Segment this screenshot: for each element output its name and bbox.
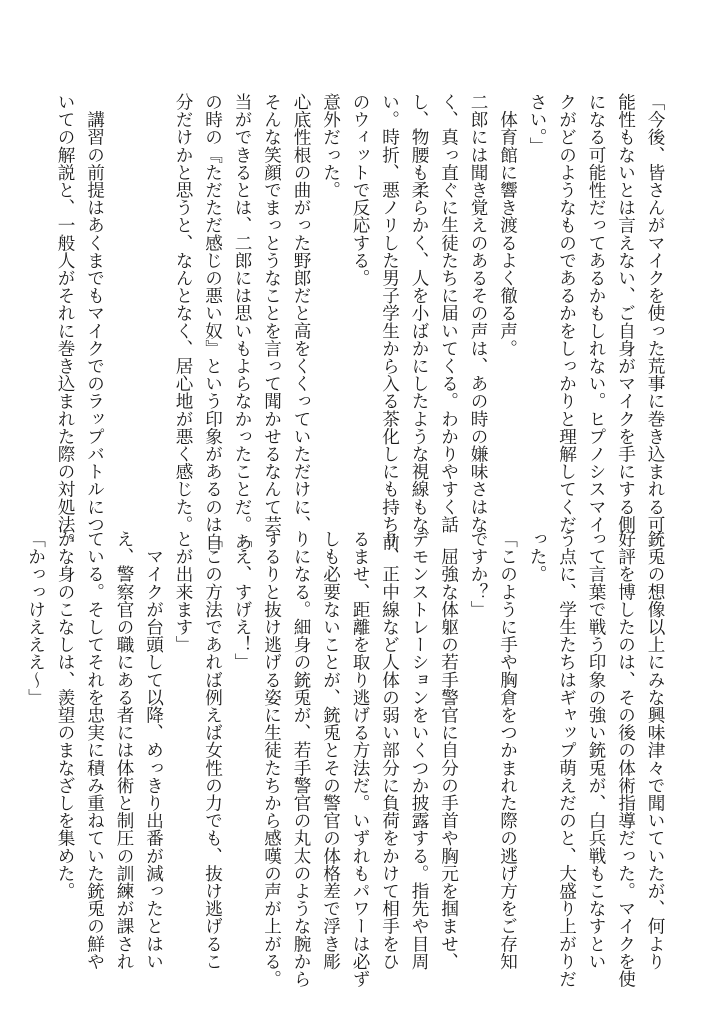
text-line: マイクが台頭して以降、めっきり出番が減ったとはい xyxy=(143,530,164,970)
text-line: 「え、すげえ！」 xyxy=(232,530,252,671)
text-line: く、真っ直ぐに生徒たちに届いてくる。わかりやすく話 xyxy=(438,93,459,533)
text-line: 講習の前提はあくまでもマイクでのラップバトルにつ xyxy=(84,93,105,533)
text-line: 二郎には聞き覚えのあるその声は、あの時の嫌味さはな xyxy=(468,93,488,533)
text-line: 「このように手や胸倉をつかまれた際の逃げ方をご存知 xyxy=(497,530,518,970)
text-line: 分だけかと思うと、なんとなく、居心地が悪く感じた。 xyxy=(173,93,193,533)
text-line: しも必要ないことが、銃兎とその警官の体格差で浮き彫 xyxy=(320,530,341,970)
blank-line xyxy=(138,93,168,513)
text-line: かな身のこなしは、羨望のまなざしを集めた。 xyxy=(55,530,75,900)
text-line: 「かっっけえええ～」 xyxy=(25,530,46,706)
text-line: デモンストレーションをいくつか披露する。指先や目周 xyxy=(409,530,429,970)
text-line: 能性もないとは言えない、ご自身がマイクを手にする側 xyxy=(615,93,636,533)
text-line: するりと抜け逃げる姿に生徒たちから感嘆の声が上がる。 xyxy=(261,530,282,988)
text-line: り、正中線など人体の弱い部分に負荷をかけて相手をひ xyxy=(379,530,400,970)
text-line: さい。」 xyxy=(527,93,547,155)
text-line: るませ、距離を取り逃げる方法だ。いずれもパワーは必ず xyxy=(350,530,370,988)
text-line: そんな笑顔でまっとうなことを言って聞かせるなんて芸 xyxy=(261,93,282,533)
text-line: った。 xyxy=(527,530,547,583)
text-line: 心底性根の曲がった野郎だと高をくくっていただけに、 xyxy=(291,93,311,533)
text-line: い。時折、悪ノリした男子学生から入る茶化しにも持ち前 xyxy=(379,93,400,551)
text-line: う点に、学生たちはギャップ萌えだのと、大盛り上がりだ xyxy=(556,530,577,988)
text-line: りになる。細身の銃兎が、若手警官の丸太のような腕から xyxy=(291,530,311,988)
text-line: になる可能性だってあるかもしれない。ヒプノシスマイ xyxy=(586,93,606,533)
text-line: 屈強な体躯の若手警官に自分の手首や胸元を掴ませ、 xyxy=(438,530,459,970)
text-line: の時の『ただただ感じの悪い奴』という印象があるのは自 xyxy=(202,93,223,551)
text-line: し、物腰も柔らかく、人を小ばかにしたような視線もな xyxy=(409,93,429,533)
text-line: ですか？」 xyxy=(468,530,488,618)
lower-text-block xyxy=(20,530,669,988)
text-line: のウィットで反応する。 xyxy=(350,93,370,287)
text-line: って言葉で戦う印象の強い銃兎が、白兵戦もこなすとい xyxy=(586,530,606,970)
text-line: とが出来ます」 xyxy=(173,530,193,654)
blank-line xyxy=(109,93,139,513)
text-line: 体育館に響き渡るよく徹る声。 xyxy=(497,93,518,357)
text-line: 「今後、皆さんがマイクを使った荒事に巻き込まれる可 xyxy=(645,93,665,533)
text-line: え、警察官の職にある者には体術と制圧の訓練が課され xyxy=(114,530,134,970)
text-line: 銃兎の想像以上にみな興味津々で聞いていたが、何より xyxy=(645,530,665,970)
text-line: 好評を博したのは、その後の体術指導だった。マイクを使 xyxy=(615,530,636,988)
text-line: いての解説と、一般人がそれに巻き込まれた際の対処法。 xyxy=(55,93,75,551)
text-line: 「この方法であれば例えば女性の力でも、抜け逃げるこ xyxy=(202,530,223,970)
text-line: クがどのようなものであるかをしっかりと理解してくだ xyxy=(556,93,577,533)
text-line: 意外だった。 xyxy=(320,93,341,199)
upper-text-block xyxy=(50,93,670,551)
text-line: ている。そしてそれを忠実に積み重ねていた銃兎の鮮や xyxy=(84,530,105,970)
text-line: 当ができるとは、二郎には思いもよらなかったことだ。あ xyxy=(232,93,252,551)
